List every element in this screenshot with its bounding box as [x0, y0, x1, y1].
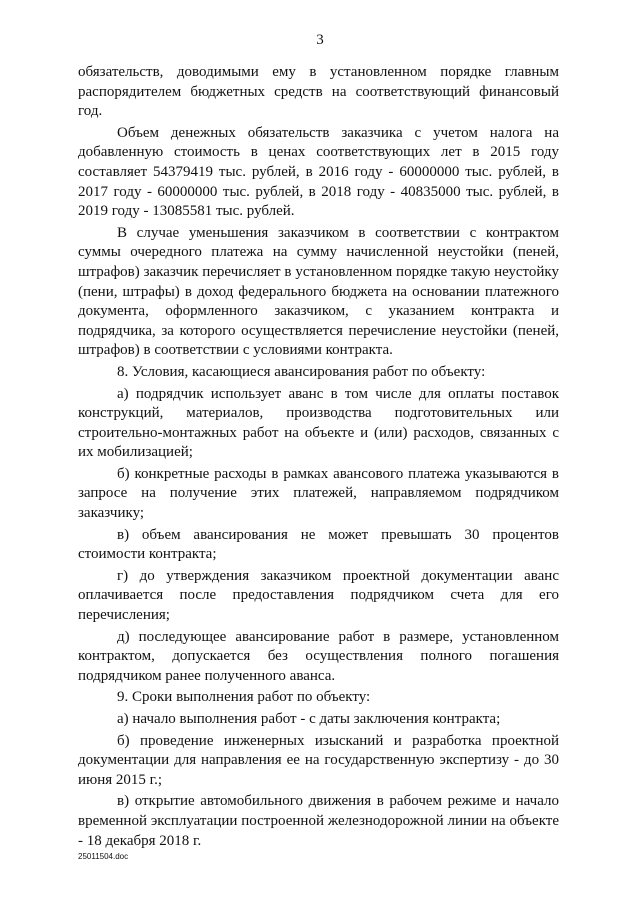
section-9-item-b: б) проведение инженерных изысканий и разработка проектной документации для направления ее на государственную экспертизу - до 30 июня 2015 г.;	[78, 732, 559, 788]
section-8-heading: 8. Условия, касающиеся авансирования работ по объекту:	[117, 363, 486, 380]
section-9-item-v: в) открытие автомобильного движения в рабочем режиме и начало временной эксплуатации построенной железнодорожной линии на объекте - 18 декабря 2018 г.	[78, 793, 559, 849]
section-8-item-a: а) подрядчик использует аванс в том числе для оплаты поставок конструкций, материалов, производства подготовительных или строительно-монтажных работ на объекте и (или) расходов, связанных с их мобилизацией;	[78, 385, 559, 461]
paragraph-continuation: обязательств, доводимыми ему в установленном порядке главным распорядителем бюджетных средств на соответствующий финансовый год.	[78, 64, 559, 120]
page-number: 3	[316, 32, 324, 48]
document-body	[78, 63, 559, 851]
section-8-item-v: в) объем авансирования не может превышать 30 процентов стоимости контракта;	[78, 526, 559, 563]
section-9-item-a: а) начало выполнения работ - с даты заключения контракта;	[117, 711, 501, 727]
footer-filename: 25011504.doc	[78, 852, 129, 861]
paragraph-obligations-amount: Объем денежных обязательств заказчика с учетом налога на добавленную стоимость в ценах соответствующих лет в 2015 году составляет 54379419 тыс. рублей, в 2016 году - 60000000 тыс. рублей, в 2017 году - 60000000 тыс. рублей, в 2018 году - 40835000 тыс. рублей, в 2019 году - 13085581 тыс. рублей.	[78, 124, 559, 220]
section-9-heading: 9. Сроки выполнения работ по объекту:	[117, 689, 371, 706]
section-8-item-b: б) конкретные расходы в рамках авансового платежа указываются в запросе на получение этих платежей, направляемом подрядчиком заказчику;	[78, 465, 559, 522]
section-8-item-g: г) до утверждения заказчиком проектной документации аванс оплачивается после предоставления подрядчиком счета для его перечисления;	[78, 567, 559, 624]
paragraph-penalty-transfer: В случае уменьшения заказчиком в соответствии с контрактом суммы очередного платежа на сумму начисленной неустойки (пеней, штрафов) заказчик перечисляет в установленном порядке такую неустойку (пени, штрафы) в доход федерального бюджета на основании платежного документа, оформленного заказчиком, с указанием контракта и подрядчика, за которого осуществляется перечисление неустойки (пеней, штрафов) в соответствии с условиями контракта.	[78, 224, 559, 359]
section-8-item-d: д) последующее авансирование работ в размере, установленном контрактом, допускается без осуществления полного погашения подрядчиком ранее полученного аванса.	[78, 628, 559, 684]
